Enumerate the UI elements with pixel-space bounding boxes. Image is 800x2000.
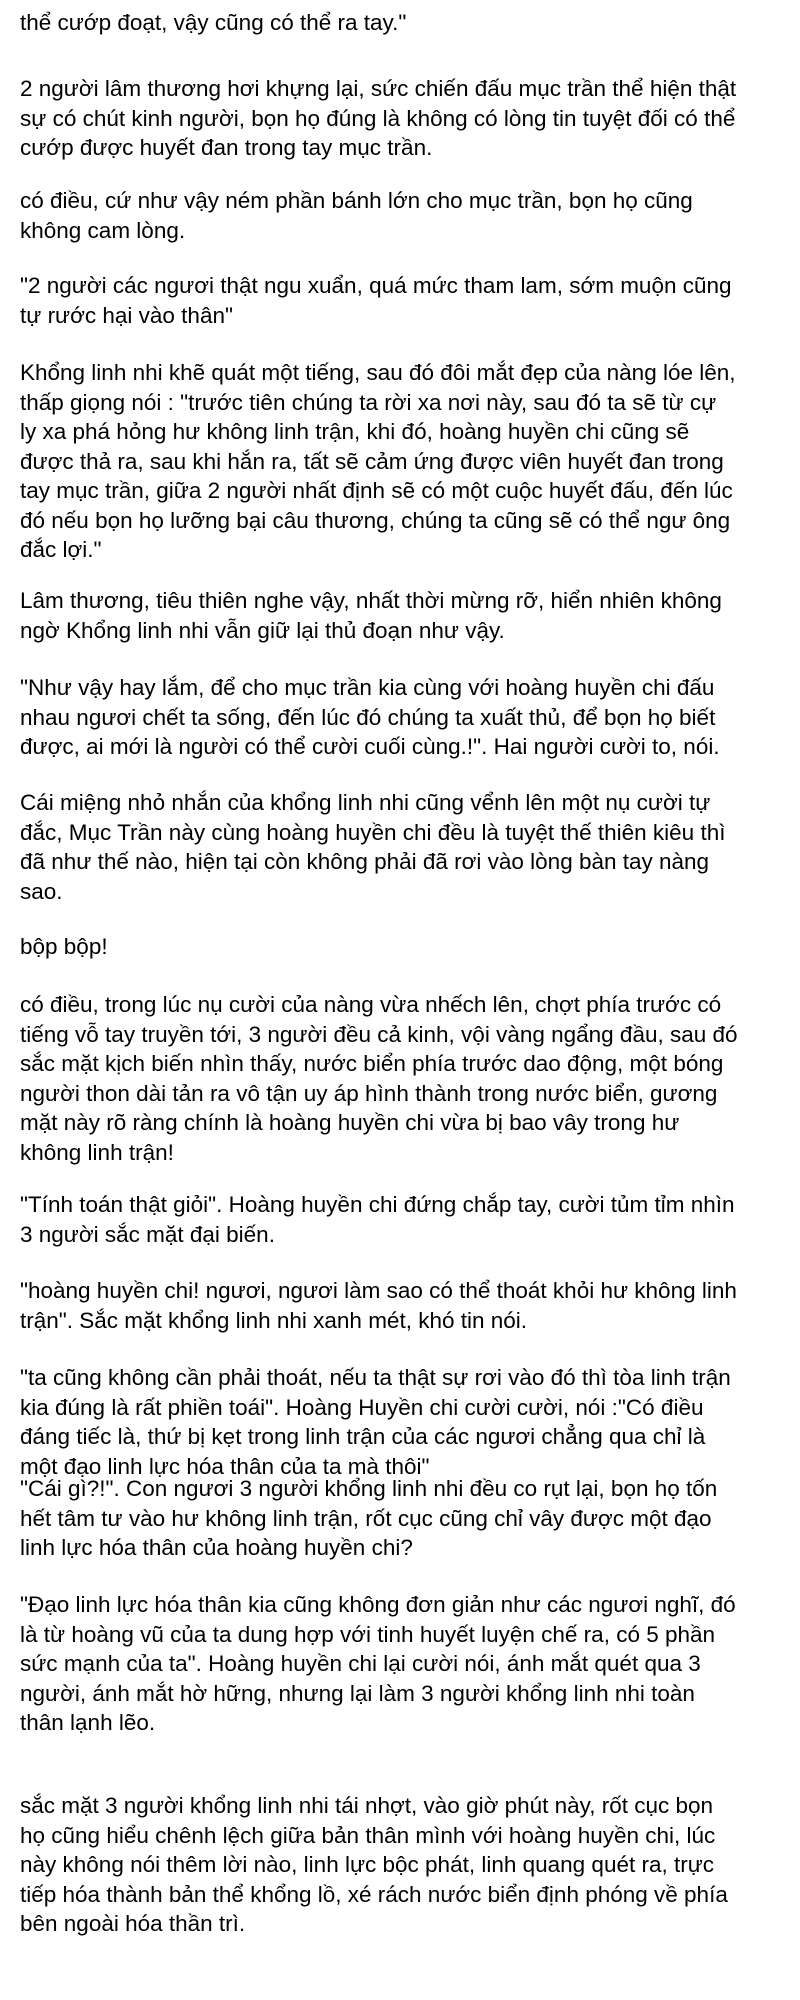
paragraph: Lâm thương, tiêu thiên nghe vậy, nhất thời mừng rỡ, hiển nhiên không ngờ Khổng linh nhi vẫn giữ lại thủ đoạn như vậy. [20,588,722,643]
paragraph: "Như vậy hay lắm, để cho mục trần kia cùng với hoàng huyền chi đấu nhau ngươi chết ta sống, đến lúc đó chúng ta xuất thủ, để bọn họ biết được, ai mới là người có thể cười cuối cùng.!". Hai người cười to, nói. [20,675,720,759]
paragraph: thể cướp đoạt, vậy cũng có thể ra tay." [20,10,407,35]
paragraph: 2 người lâm thương hơi khựng lại, sức chiến đấu mục trần thể hiện thật sự có chút kinh người, bọn họ đúng là không có lòng tin tuyệt đối có thể cướp được huyết đan trong tay mục trần. [20,76,737,160]
paragraph: "2 người các ngươi thật ngu xuẩn, quá mức tham lam, sớm muộn cũng tự rước hại vào thân" [20,273,732,328]
paragraph: "hoàng huyền chi! ngươi, ngươi làm sao có thể thoát khỏi hư không linh trận". Sắc mặt khổng linh nhi xanh mét, khó tin nói. [20,1278,737,1333]
paragraph: "ta cũng không cần phải thoát, nếu ta thật sự rơi vào đó thì tòa linh trận kia đúng là rất phiền toái". Hoàng Huyền chi cười cười, nói :"Có điều đáng tiếc là, thứ bị kẹt trong linh trận của các ngươi chẳng qua chỉ là một đạo linh lực hóa thân của ta mà thôi" [20,1365,731,1479]
paragraph: Khổng linh nhi khẽ quát một tiếng, sau đó đôi mắt đẹp của nàng lóe lên, thấp giọng nói : "trước tiên chúng ta rời xa nơi này, sau đó ta sẽ từ cự ly xa phá hỏng hư không linh trận, khi đó, hoàng huyền chi cũng sẽ được thả ra, sau khi hắn ra, tất sẽ cảm ứng được viên huyết đan trong tay mục trần, giữa 2 người nhất định sẽ có một cuộc huyết đấu, đến lúc đó nếu bọn họ lưỡng bại câu thương, chúng ta cũng sẽ có thể ngư ông đắc lợi." [20,360,736,562]
paragraph: sắc mặt 3 người khổng linh nhi tái nhợt, vào giờ phút này, rốt cục bọn họ cũng hiểu chênh lệch giữa bản thân mình với hoàng huyền chi, lúc này không nói thêm lời nào, linh lực bộc phát, linh quang quét ra, trực tiếp hóa thành bản thể khổng lồ, xé rách nước biển định phóng về phía bên ngoài hóa thần trì. [20,1793,728,1936]
paragraph: có điều, cứ như vậy ném phần bánh lớn cho mục trần, bọn họ cũng không cam lòng. [20,188,693,243]
paragraph: Cái miệng nhỏ nhắn của khổng linh nhi cũng vểnh lên một nụ cười tự đắc, Mục Trần này cùng hoàng huyền chi đều là tuyệt thế thiên kiêu thì đã như thế nào, hiện tại còn không phải đã rơi vào lòng bàn tay nàng sao. [20,790,726,904]
paragraph: "Tính toán thật giỏi". Hoàng huyền chi đứng chắp tay, cười tủm tỉm nhìn 3 người sắc mặt đại biến. [20,1192,735,1247]
paragraph: "Cái gì?!". Con ngươi 3 người khổng linh nhi đều co rụt lại, bọn họ tốn hết tâm tư vào hư không linh trận, rốt cục cũng chỉ vây được một đạo linh lực hóa thân của hoàng huyền chi? [20,1476,718,1560]
paragraph: "Đạo linh lực hóa thân kia cũng không đơn giản như các ngươi nghĩ, đó là từ hoàng vũ của ta dung hợp với tinh huyết luyện chế ra, có 5 phần sức mạnh của ta". Hoàng huyền chi lại cười nói, ánh mắt quét qua 3 người, ánh mắt hờ hững, nhưng lại làm 3 người khổng linh nhi toàn thân lạnh lẽo. [20,1592,736,1735]
paragraph: có điều, trong lúc nụ cười của nàng vừa nhếch lên, chợt phía trước có tiếng vỗ tay truyền tới, 3 người đều cả kinh, vội vàng ngẩng đầu, sau đó sắc mặt kịch biến nhìn thấy, nước biển phía trước dao động, một bóng người thon dài tản ra vô tận uy áp hình thành trong nước biển, gương mặt này rõ ràng chính là hoàng huyền chi vừa bị bao vây trong hư không linh trận! [20,992,738,1165]
paragraph: bộp bộp! [20,934,108,959]
